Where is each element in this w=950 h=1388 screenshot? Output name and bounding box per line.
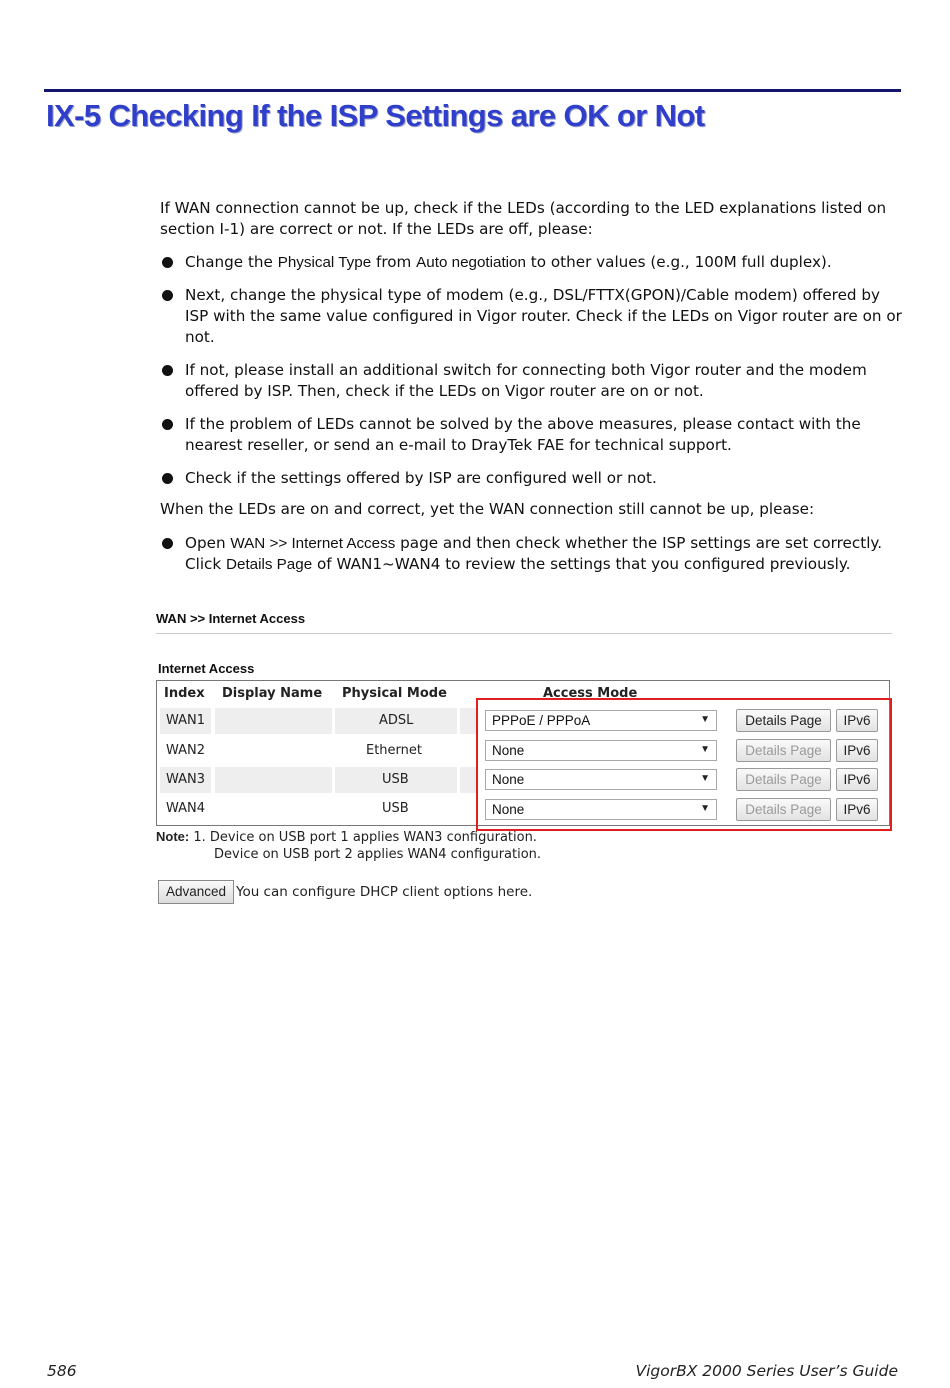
heading-rule bbox=[44, 89, 901, 92]
display-name-cell bbox=[215, 738, 332, 764]
bullet-list-bottom bbox=[160, 533, 902, 575]
dropdown-arrow-icon: ▼ bbox=[700, 773, 710, 784]
wan-index: WAN3 bbox=[166, 772, 206, 787]
note-line-2: Device on USB port 2 applies WAN4 configuration. bbox=[214, 847, 542, 862]
bullet-dot-icon bbox=[162, 473, 173, 484]
note-line-1: 1. Device on USB port 1 applies WAN3 configuration. bbox=[193, 830, 537, 845]
guide-title: VigorBX 2000 Series User’s Guide bbox=[635, 1362, 898, 1380]
details-page-button[interactable]: Details Page bbox=[736, 739, 831, 762]
breadcrumb-divider bbox=[156, 633, 892, 634]
column-header-index: Index bbox=[164, 686, 205, 701]
physical-mode-value: Ethernet bbox=[366, 743, 422, 758]
bullet-item bbox=[160, 252, 902, 273]
ui-term-physical-type: Physical Type bbox=[277, 254, 372, 271]
physical-mode-value: USB bbox=[382, 772, 409, 787]
bullet-dot-icon bbox=[162, 257, 173, 268]
column-header-display-name: Display Name bbox=[222, 686, 323, 701]
advanced-description: You can configure DHCP client options here. bbox=[236, 884, 533, 900]
bullet-text-pre: Open bbox=[185, 534, 231, 552]
details-page-button[interactable]: Details Page bbox=[736, 768, 831, 791]
bullet-dot-icon bbox=[162, 538, 173, 549]
bullet-text: Check if the settings offered by ISP are configured well or not. bbox=[185, 469, 657, 487]
bullet-text-post: to other values (e.g., 100M full duplex). bbox=[525, 253, 832, 271]
ui-term-wan-internet-access: WAN >> Internet Access bbox=[230, 535, 396, 552]
details-page-button[interactable]: Details Page bbox=[736, 798, 831, 821]
bullet-dot-icon bbox=[162, 290, 173, 301]
access-mode-value: None bbox=[492, 772, 525, 787]
column-header-physical-mode: Physical Mode bbox=[342, 686, 447, 701]
highlight-box bbox=[476, 698, 892, 831]
dropdown-arrow-icon: ▼ bbox=[700, 803, 710, 814]
bullet-text: If the problem of LEDs cannot be solved by the above measures, please contact with the nearest reseller, or send an e-mail to DrayTek FAE for technical support. bbox=[185, 415, 861, 454]
usb-note bbox=[156, 828, 541, 863]
bullet-item bbox=[160, 285, 902, 348]
physical-mode-value: ADSL bbox=[379, 713, 414, 728]
access-mode-value: None bbox=[492, 743, 525, 758]
display-name-cell bbox=[215, 767, 332, 793]
bullet-text-pre: Change the bbox=[185, 253, 278, 271]
bullet-list-top bbox=[160, 252, 902, 489]
ui-term-details-page: Details Page bbox=[226, 556, 313, 573]
breadcrumb: WAN >> Internet Access bbox=[156, 611, 306, 626]
wan-index: WAN1 bbox=[166, 713, 206, 728]
bullet-text-post: of WAN1~WAN4 to review the settings that you configured previously. bbox=[312, 555, 851, 573]
intro-paragraph: If WAN connection cannot be up, check if the LEDs (according to the LED explanations listed on section I-1) are correct or not. If the LEDs are off, please: bbox=[160, 199, 887, 238]
advanced-button[interactable]: Advanced bbox=[158, 880, 234, 904]
bullet-item bbox=[160, 414, 902, 456]
bullet-text: Next, change the physical type of modem (e.g., DSL/FTTX(GPON)/Cable modem) offered by ISP with the same value configured in Vigor router. Check if the LEDs on Vigor router are on or not. bbox=[185, 286, 902, 346]
bullet-item bbox=[160, 533, 902, 575]
wan-index: WAN2 bbox=[166, 743, 206, 758]
physical-mode-value: USB bbox=[382, 801, 409, 816]
access-mode-value: PPPoE / PPPoA bbox=[492, 713, 591, 728]
page-number: 586 bbox=[47, 1362, 77, 1380]
ipv6-button[interactable]: IPv6 bbox=[836, 739, 878, 762]
middle-paragraph: When the LEDs are on and correct, yet the WAN connection still cannot be up, please: bbox=[160, 500, 815, 518]
display-name-cell bbox=[215, 708, 332, 734]
ipv6-button[interactable]: IPv6 bbox=[836, 768, 878, 791]
ipv6-button[interactable]: IPv6 bbox=[836, 798, 878, 821]
bullet-item bbox=[160, 360, 902, 402]
access-mode-value: None bbox=[492, 802, 525, 817]
ui-term-auto-negotiation: Auto negotiation bbox=[416, 254, 526, 271]
bullet-text: If not, please install an additional switch for connecting both Vigor router and the modem offered by ISP. Then, check if the LEDs on Vigor router are on or not. bbox=[185, 361, 867, 400]
dropdown-arrow-icon: ▼ bbox=[700, 744, 710, 755]
bullet-dot-icon bbox=[162, 365, 173, 376]
dropdown-arrow-icon: ▼ bbox=[700, 714, 710, 725]
bullet-text-mid: from bbox=[371, 253, 417, 271]
details-page-button[interactable]: Details Page bbox=[736, 709, 831, 732]
bullet-text-mid: page and then check whether the ISP settings are set correctly. Click bbox=[185, 534, 883, 573]
wan-index: WAN4 bbox=[166, 801, 206, 816]
column-header-access-mode: Access Mode bbox=[543, 686, 638, 701]
internet-access-title: Internet Access bbox=[158, 661, 255, 676]
note-label: Note: bbox=[156, 829, 190, 844]
display-name-cell bbox=[215, 796, 332, 822]
ipv6-button[interactable]: IPv6 bbox=[836, 709, 878, 732]
bullet-item bbox=[160, 468, 902, 489]
section-heading: IX-5 Checking If the ISP Settings are OK or Not bbox=[46, 98, 705, 133]
bullet-dot-icon bbox=[162, 419, 173, 430]
